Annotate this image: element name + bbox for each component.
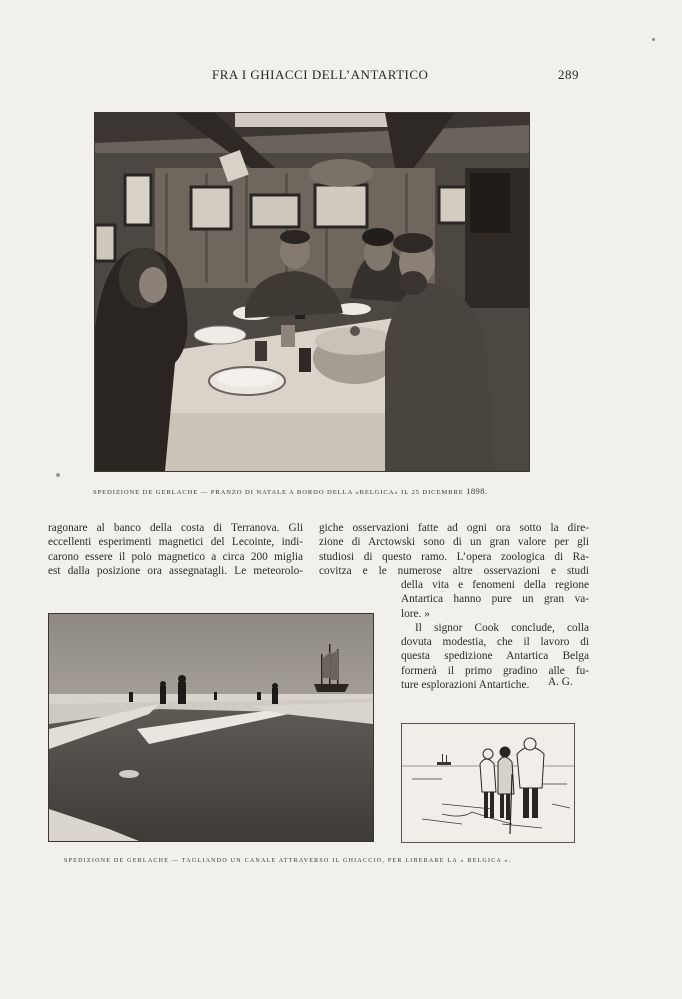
text-line: studiosi di questo ramo. L’opera zoologica di Ra- — [319, 550, 589, 563]
text-line: ture esplorazioni Antartiche. — [401, 679, 530, 692]
paper-speck — [56, 473, 60, 477]
text-line: zione di Arctowski sono di un gran valore per gli — [319, 536, 589, 549]
text-line: eccellenti esperimenti magnetici del Lecointe, indi- — [48, 536, 303, 549]
text-line: questa spedizione Antartica Belga — [401, 650, 589, 663]
signature: A. G. — [548, 676, 573, 688]
text-column-left — [48, 521, 303, 578]
text-column-right — [319, 521, 589, 578]
text-line: Antartica hanno pure un gran va- — [401, 593, 589, 606]
page-number: 289 — [558, 67, 579, 82]
text-line: giche osservazioni fatte ad ogni ora sotto la dire- — [319, 522, 589, 534]
photo-christmas-dinner — [94, 112, 530, 472]
figure1-caption-year: 1898. — [466, 486, 488, 496]
sketch-explorers — [401, 723, 575, 843]
text-line: dovuta modestia, che il lavoro di — [401, 636, 589, 649]
running-title: FRA I GHIACCI DELL’ANTARTICO — [212, 67, 429, 82]
figure2-caption: SPEDIZIONE DE GERLACHE — TAGLIANDO UN CANALE ATTRAVERSO IL GHIACCIO, PER LIBERARE LA « BELGICA ». — [64, 858, 512, 864]
text-line: carono essere il polo magnetico a circa 200 miglia — [48, 550, 303, 563]
text-line: ragonare al banco della costa di Terranova. Gli — [48, 522, 303, 534]
text-line: covitza e le numerose altre osservazioni e studi — [319, 564, 589, 577]
text-line: della vita e fenomeni della regione — [401, 579, 589, 591]
text-line: Il signor Cook conclude, colla — [415, 621, 589, 634]
text-line: est dalla posizione ora assegnatagli. Le meteorolo- — [48, 564, 303, 577]
text-line: lore. » — [401, 607, 430, 620]
figure1-caption — [93, 486, 487, 496]
figure1-caption-text: SPEDIZIONE DE GERLACHE — PRANZO DI NATALE A BORDO DELLA «BELGICA» IL 25 DICEMBRE — [93, 489, 464, 496]
text-line: formerà il primo gradino alle fu- — [401, 664, 589, 677]
photo-ice-channel — [48, 613, 374, 842]
paper-speck — [652, 38, 655, 41]
